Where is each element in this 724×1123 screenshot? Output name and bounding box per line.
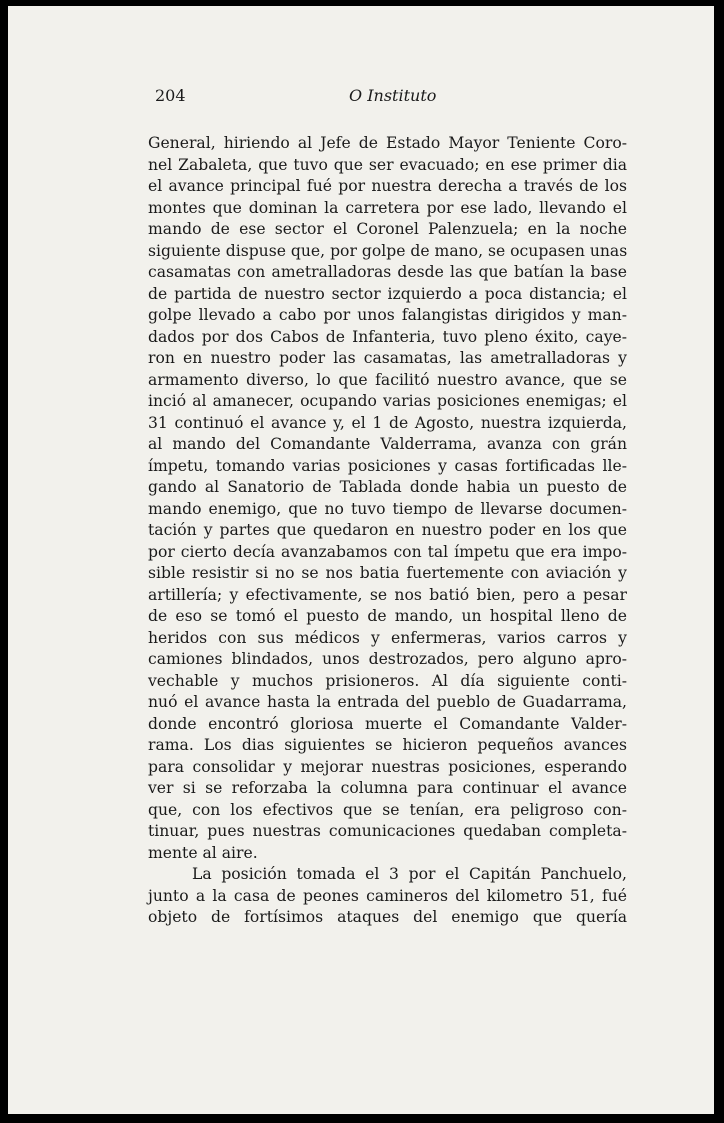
body-text bbox=[148, 133, 627, 929]
text-line: General, hiriendo al Jefe de Estado Mayor Teniente Coro- bbox=[148, 134, 627, 152]
text-line: ron en nuestro poder las casamatas, las ametralladoras y bbox=[148, 349, 627, 367]
text-line: mando enemigo, que no tuvo tiempo de llevarse documen- bbox=[148, 499, 627, 518]
text-line: 31 continuó el avance y, el 1 de Agosto, nuestra izquierda, bbox=[148, 413, 627, 432]
page-header bbox=[155, 86, 633, 110]
text-line: armamento diverso, lo que facilitó nuestro avance, que se bbox=[148, 370, 627, 389]
text-line: inció al amanecer, ocupando varias posiciones enemigas; el bbox=[148, 392, 627, 410]
text-line: gando al Sanatorio de Tablada donde habia un puesto de bbox=[148, 478, 627, 496]
text-line: artillería; y efectivamente, se nos batió bien, pero a pesar bbox=[148, 585, 627, 604]
text-line: montes que dominan la carretera por ese lado, llevando el bbox=[148, 198, 627, 217]
text-line: tinuar, pues nuestras comunicaciones quedaban completa- bbox=[148, 822, 627, 840]
text-line: de partida de nuestro sector izquierdo a poca distancia; el bbox=[148, 284, 627, 303]
text-line: sible resistir si no se nos batia fuertemente con aviación y bbox=[148, 564, 627, 582]
text-line: golpe llevado a cabo por unos falangistas dirigidos y man- bbox=[148, 306, 627, 324]
text-line: objeto de fortísimos ataques del enemigo que quería bbox=[148, 908, 627, 926]
text-line: heridos con sus médicos y enfermeras, varios carros y bbox=[148, 628, 627, 647]
text-line: que, con los efectivos que se tenían, era peligroso con- bbox=[148, 800, 627, 819]
text-line: casamatas con ametralladoras desde las que batían la base bbox=[148, 263, 627, 281]
text-line: para consolidar y mejorar nuestras posiciones, esperando bbox=[148, 757, 627, 776]
paragraph-start-line: La posición tomada el 3 por el Capitán Panchuelo, bbox=[192, 865, 627, 883]
text-line: donde encontró gloriosa muerte el Comandante Valder- bbox=[148, 714, 627, 733]
text-line: rama. Los dias siguientes se hicieron pequeños avances bbox=[148, 736, 627, 754]
text-line: ver si se reforzaba la columna para continuar el avance bbox=[148, 779, 627, 797]
text-line: dados por dos Cabos de Infanteria, tuvo pleno éxito, caye- bbox=[148, 327, 627, 346]
text-line: nel Zabaleta, que tuvo que ser evacuado; en ese primer dia bbox=[148, 155, 627, 174]
text-line: tación y partes que quedaron en nuestro poder en los que bbox=[148, 521, 627, 539]
book-page bbox=[8, 6, 714, 1114]
text-line: al mando del Comandante Valderrama, avanza con grán bbox=[148, 435, 627, 453]
text-line: ímpetu, tomando varias posiciones y casas fortificadas lle- bbox=[148, 456, 627, 475]
text-line: nuó el avance hasta la entrada del pueblo de Guadarrama, bbox=[148, 693, 627, 711]
running-title: O Instituto bbox=[349, 86, 437, 105]
page-number: 204 bbox=[155, 86, 186, 105]
text-line: mando de ese sector el Coronel Palenzuela; en la noche bbox=[148, 220, 627, 238]
text-line: el avance principal fué por nuestra derecha a través de los bbox=[148, 177, 627, 195]
text-line: junto a la casa de peones camineros del kilometro 51, fué bbox=[148, 886, 627, 905]
text-line: siguiente dispuse que, por golpe de mano, se ocupasen unas bbox=[148, 241, 628, 260]
text-line: de eso se tomó el puesto de mando, un hospital lleno de bbox=[148, 607, 627, 625]
paragraph-end-line: mente al aire. bbox=[148, 843, 258, 862]
text-line: camiones blindados, unos destrozados, pero alguno apro- bbox=[148, 650, 627, 668]
text-line: vechable y muchos prisioneros. Al día siguiente conti- bbox=[148, 671, 627, 690]
text-line: por cierto decía avanzabamos con tal ímpetu que era impo- bbox=[148, 542, 627, 561]
